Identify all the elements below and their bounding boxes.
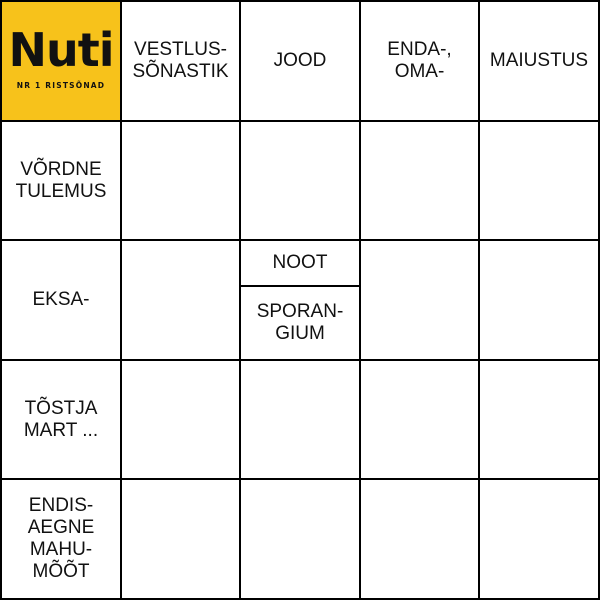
split-clue-cell bbox=[241, 241, 361, 361]
answer-cell[interactable] bbox=[361, 361, 480, 480]
answer-cell[interactable] bbox=[122, 241, 241, 361]
split-clue-bottom bbox=[241, 287, 359, 359]
clue-cell-left-3 bbox=[2, 361, 122, 480]
answer-cell[interactable] bbox=[122, 480, 241, 600]
clue-cell-top-4 bbox=[480, 2, 600, 122]
answer-cell[interactable] bbox=[480, 480, 600, 600]
clue-text: VÕRDNE TULEMUS bbox=[15, 158, 107, 202]
clue-text: NOOT bbox=[272, 252, 328, 273]
clue-text: JOOD bbox=[273, 50, 327, 71]
clue-cell-top-3 bbox=[361, 2, 480, 122]
clue-cell-top-1 bbox=[122, 2, 241, 122]
clue-cell-top-2 bbox=[241, 2, 361, 122]
answer-cell[interactable] bbox=[241, 361, 361, 480]
split-clue-top bbox=[241, 241, 359, 287]
answer-cell[interactable] bbox=[122, 361, 241, 480]
clue-text: ENDA-, OMA- bbox=[387, 39, 452, 82]
answer-cell[interactable] bbox=[480, 241, 600, 361]
logo-word: Nuti bbox=[8, 23, 114, 77]
answer-cell[interactable] bbox=[361, 122, 480, 241]
clue-text: ENDIS- AEGNE MAHU- MÕÕT bbox=[27, 495, 95, 582]
answer-cell[interactable] bbox=[241, 480, 361, 600]
answer-cell[interactable] bbox=[361, 241, 480, 361]
answer-cell[interactable] bbox=[480, 361, 600, 480]
clue-cell-left-2 bbox=[2, 241, 122, 361]
answer-cell[interactable] bbox=[480, 122, 600, 241]
clue-text: TÕSTJA MART ... bbox=[23, 397, 99, 441]
answer-cell[interactable] bbox=[122, 122, 241, 241]
clue-cell-left-1 bbox=[2, 122, 122, 241]
clue-text: VESTLUS- SÕNASTIK bbox=[132, 39, 229, 82]
nuti-logo bbox=[2, 2, 122, 122]
clue-cell-left-4 bbox=[2, 480, 122, 600]
clue-text: MAIUSTUS bbox=[489, 50, 589, 71]
clue-text: SPORAN- GIUM bbox=[256, 301, 344, 344]
logo-tagline: NR 1 RISTSÕNAD bbox=[16, 81, 106, 90]
answer-cell[interactable] bbox=[241, 122, 361, 241]
clue-text: EKSA- bbox=[32, 289, 90, 310]
answer-cell[interactable] bbox=[361, 480, 480, 600]
